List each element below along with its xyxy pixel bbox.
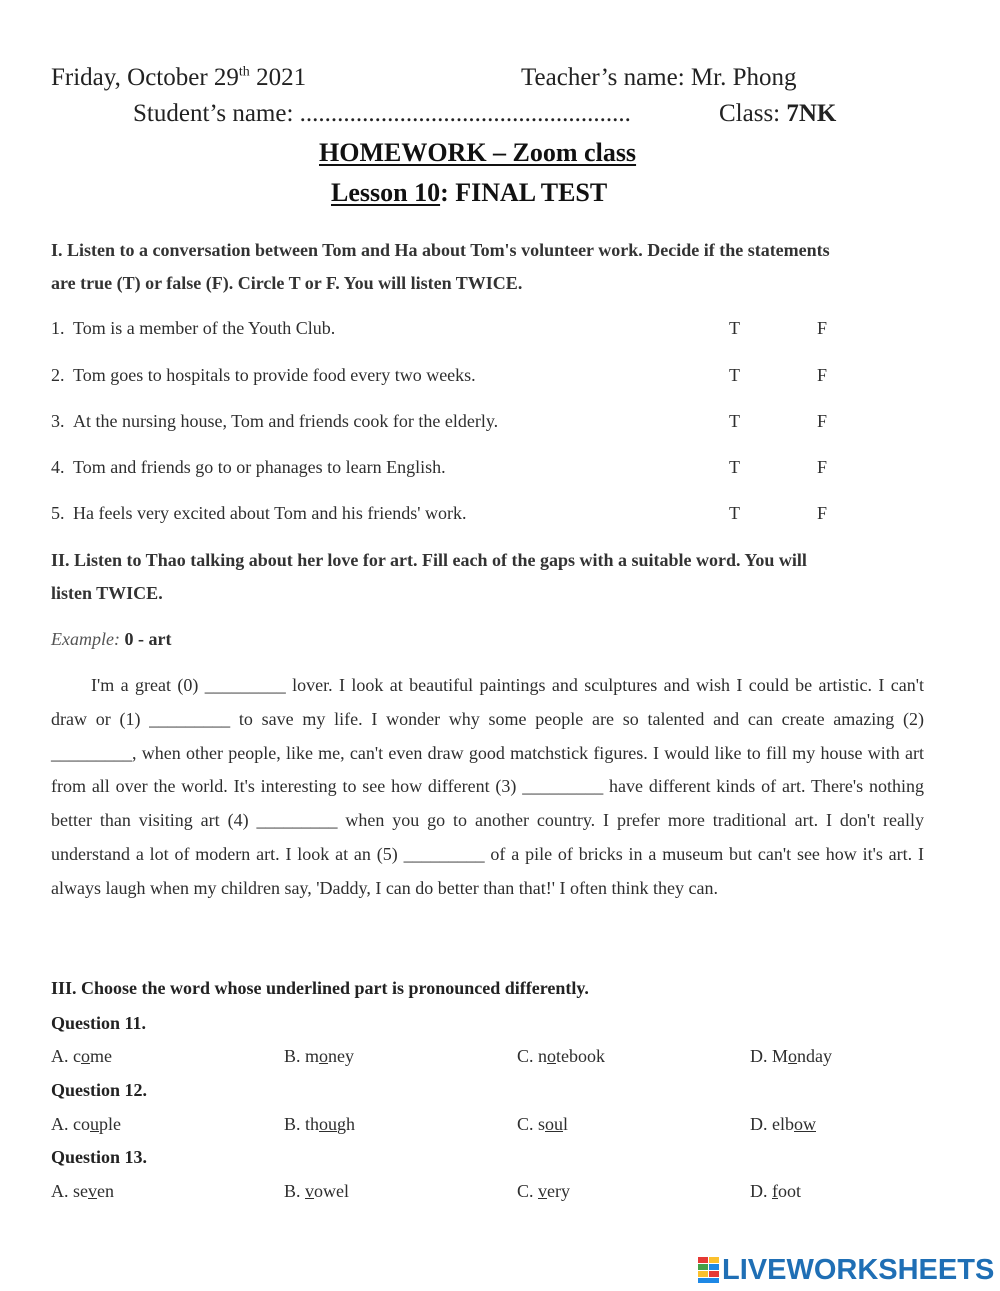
question-label: Question 13. bbox=[51, 1147, 148, 1167]
question-label: Question 12. bbox=[51, 1080, 148, 1100]
logo-block bbox=[698, 1264, 708, 1270]
date-text: Friday, October 29 bbox=[51, 64, 239, 91]
item-number: 3. bbox=[51, 411, 65, 431]
logo-icon bbox=[698, 1257, 720, 1283]
item-text: Tom goes to hospitals to provide food every two weeks. bbox=[73, 365, 476, 385]
class-value: 7NK bbox=[786, 100, 837, 127]
false-option[interactable]: F bbox=[817, 503, 828, 523]
date-superscript: th bbox=[238, 64, 250, 80]
answer-option[interactable]: D. foot bbox=[750, 1181, 802, 1201]
true-option[interactable]: T bbox=[729, 457, 740, 477]
class-line bbox=[719, 100, 836, 128]
example-value: 0 - art bbox=[124, 629, 172, 649]
false-option[interactable]: F bbox=[817, 411, 828, 431]
answer-option[interactable]: B. though bbox=[284, 1114, 356, 1134]
false-option[interactable]: F bbox=[817, 318, 828, 338]
section1-instruction-line1: I. Listen to a conversation between Tom and Ha about Tom's volunteer work. Decide if the statements bbox=[51, 240, 830, 260]
answer-option[interactable]: C. very bbox=[517, 1181, 570, 1201]
false-option[interactable]: F bbox=[817, 365, 828, 385]
date-year: 2021 bbox=[249, 64, 307, 91]
liveworksheets-logo bbox=[698, 1253, 995, 1286]
true-option[interactable]: T bbox=[729, 365, 740, 385]
false-option[interactable]: F bbox=[817, 457, 828, 477]
section2-instruction-line1: II. Listen to Thao talking about her love for art. Fill each of the gaps with a suitable word. You will bbox=[51, 550, 807, 570]
item-text: Ha feels very excited about Tom and his friends' work. bbox=[73, 503, 467, 523]
true-option[interactable]: T bbox=[729, 503, 740, 523]
true-option[interactable]: T bbox=[729, 411, 740, 431]
answer-option[interactable]: B. vowel bbox=[284, 1181, 350, 1201]
section3-instruction: III. Choose the word whose underlined part is pronounced differently. bbox=[51, 978, 589, 998]
teacher-name: Teacher’s name: Mr. Phong bbox=[521, 64, 797, 91]
answer-option[interactable]: D. Monday bbox=[750, 1046, 833, 1066]
item-text: Tom is a member of the Youth Club. bbox=[73, 318, 336, 338]
fill-gap-paragraph bbox=[51, 669, 924, 906]
logo-block bbox=[709, 1264, 719, 1270]
answer-option[interactable]: B. money bbox=[284, 1046, 355, 1066]
list-item bbox=[51, 365, 476, 386]
list-item bbox=[51, 318, 335, 339]
item-number: 1. bbox=[51, 318, 65, 338]
lesson-rest: : FINAL TEST bbox=[440, 178, 608, 207]
answer-option[interactable]: A. seven bbox=[51, 1181, 114, 1201]
paragraph-text: I'm a great (0) _________ lover. I look at beautiful paintings and sculptures and wish I could be artistic. I can't draw or (1) _________ to save my life. I wonder why some people are so talented and can create amazing (2) _________, when other people, like me, can't even draw good matchstick figures. I would like to fill my house with art from all over the world. It's interesting to see how different (3) _________ have different kinds of art. There's nothing better than visiting art (4) _________ when you go to another country. I prefer more traditional art. I don't really understand a lot of modern art. I look at an (5) _________ of a pile of bricks in a museum but can't see how it's art. I always laugh when my children say, 'Daddy, I can do better than that!' I often think they can. bbox=[51, 675, 924, 898]
item-text: At the nursing house, Tom and friends cook for the elderly. bbox=[73, 411, 499, 431]
student-name-line: Student’s name: ..................................................... bbox=[133, 100, 631, 127]
logo-block bbox=[698, 1257, 708, 1263]
item-text: Tom and friends go to or phanages to learn English. bbox=[73, 457, 446, 477]
example-label: Example: bbox=[51, 629, 120, 649]
page-title: HOMEWORK – Zoom class bbox=[319, 138, 637, 167]
logo-text: LIVEWORKSHEETS bbox=[722, 1253, 995, 1286]
list-item bbox=[51, 503, 467, 524]
example-line bbox=[51, 629, 171, 650]
section2-instruction-line2: listen TWICE. bbox=[51, 583, 163, 603]
logo-block bbox=[698, 1271, 708, 1277]
true-option[interactable]: T bbox=[729, 318, 740, 338]
logo-block bbox=[709, 1257, 719, 1263]
class-label: Class: bbox=[719, 100, 787, 127]
logo-block bbox=[698, 1278, 719, 1283]
lesson-number: Lesson 10 bbox=[331, 178, 441, 207]
date-line bbox=[51, 64, 306, 92]
list-item bbox=[51, 457, 446, 478]
answer-option[interactable]: D. elbow bbox=[750, 1114, 816, 1134]
logo-block bbox=[709, 1271, 719, 1277]
section1-instruction-line2: are true (T) or false (F). Circle T or F. You will listen TWICE. bbox=[51, 273, 523, 293]
answer-option[interactable]: A. couple bbox=[51, 1114, 121, 1134]
answer-option[interactable]: C. soul bbox=[517, 1114, 569, 1134]
section1-instruction bbox=[51, 234, 830, 300]
answer-option[interactable]: C. notebook bbox=[517, 1046, 606, 1066]
item-number: 2. bbox=[51, 365, 65, 385]
answer-option[interactable]: A. come bbox=[51, 1046, 112, 1066]
list-item bbox=[51, 411, 498, 432]
question-label: Question 11. bbox=[51, 1013, 147, 1033]
lesson-title bbox=[331, 178, 607, 208]
section2-instruction bbox=[51, 544, 807, 610]
item-number: 4. bbox=[51, 457, 65, 477]
item-number: 5. bbox=[51, 503, 65, 523]
